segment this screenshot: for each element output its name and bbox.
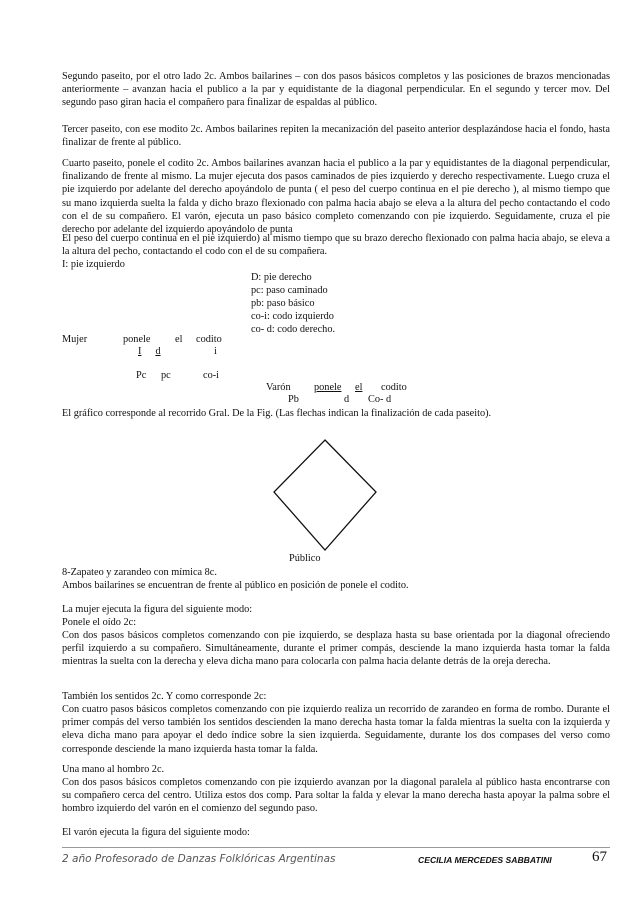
varon-pb: Pb	[288, 394, 299, 405]
legend-paso-caminado: pc: paso caminado	[251, 285, 328, 296]
sentidos-paragraph: Con cuatro pasos básicos completos comenzando con pie izquierdo realiza un recorrido de zarandeo en forma de rombo. Durante el primer compás del verso también los sentidos descienden la mano derecha hasta tomar la falda mientras la suelta con la izquierda y eleva dicha mano para apoyar el dedo índice sobre la sien izquierda. Seguidamente, durante los dos compases del verso como corresponde desciende la mano izquierda hasta tomar la falda.	[62, 704, 610, 755]
varon-cod: Co- d	[368, 394, 392, 405]
page-number: 67	[592, 849, 607, 865]
mujer-pc1: Pc	[136, 370, 147, 381]
varon-el: el	[355, 382, 363, 393]
footer-divider	[62, 847, 610, 848]
paragraph-tercer-paseito: Tercer paseito, con ese modito 2c. Ambos bailarines repiten la mecanización del paseito anterior desplazándose hacia el fondo, hasta finalizar de frente al público.	[62, 124, 610, 149]
mujer-el: el	[175, 334, 183, 345]
section-title-zapateo: 8-Zapateo y zarandeo con mímica 8c.	[62, 567, 217, 578]
varon-label: Varón	[266, 382, 291, 393]
mujer-foot-d: d	[155, 346, 161, 357]
mujer-codito: codito	[196, 334, 222, 345]
mujer-row-feet	[138, 345, 213, 358]
mujer-label: Mujer	[62, 334, 88, 345]
mujer-figure-heading: La mujer ejecuta la figura del siguiente modo:	[62, 604, 253, 615]
mujer-foot-end: i	[214, 346, 217, 357]
varon-d: d	[344, 394, 350, 405]
varon-codito: codito	[381, 382, 407, 393]
mujer-ponele: ponele	[123, 334, 151, 345]
paragraph-peso-cuerpo: El peso del cuerpo continua en el pie izquierdo) al mismo tiempo que su brazo derecho flexionado con palma hacia abajo, se eleva a la altura del pecho, contactando el codo con el de su compañera.	[62, 233, 610, 258]
diagram-publico-label: Público	[289, 553, 321, 564]
footer-author: CECILIA MERCEDES SABBATINI	[418, 855, 552, 865]
section-intro: Ambos bailarines se encuentran de frente al público en posición de ponele el codito.	[62, 580, 409, 591]
rhombus-diagram	[270, 438, 380, 554]
legend-codo-izquierdo: co-i: codo izquierdo	[251, 311, 334, 322]
varon-figure-heading: El varón ejecuta la figura del siguiente modo:	[62, 827, 250, 838]
hombro-title: Una mano al hombro 2c.	[62, 764, 165, 775]
legend-pie-derecho: D: pie derecho	[251, 272, 312, 283]
mujer-foot-i: I	[138, 346, 142, 357]
mujer-coi: co-i	[203, 370, 220, 381]
footer-course-title: 2 año Profesorado de Danzas Folklóricas Argentinas	[62, 853, 336, 865]
legend-codo-derecho: co- d: codo derecho.	[251, 324, 336, 335]
paragraph-segundo-paseito: Segundo paseito, por el otro lado 2c. Ambos bailarines – con dos pasos básicos completos y las posiciones de brazos mencionadas anteriormente – avanzan hacia el publico a la par y equidistante de la diagonal perpendicular. En el segundo y tercer mov. Del segundo paso giran hacia el compañero para finalizar de espaldas al público.	[62, 71, 610, 109]
mujer-pc2: pc	[161, 370, 171, 381]
figure-caption: El gráfico corresponde al recorrido Gral. De la Fig. (Las flechas indican la finalización de cada paseito).	[62, 408, 492, 419]
hombro-paragraph: Con dos pasos básicos completos comenzando con pie izquierdo avanzan por la diagonal paralela al público hasta encontrarse con su compañero cerca del centro. Utiliza estos dos comp. Para soltar la falda y elevar la mano derecha hasta apoyar la palma sobre el hombro izquierdo del varón en el comienzo del segundo paso.	[62, 777, 610, 815]
paragraph-cuarto-paseito: Cuarto paseito, ponele el codito 2c. Ambos bailarines avanzan hacia el publico a la par y equidistantes de la diagonal perpendicular, finalizando de frente al mismo. La mujer ejecuta dos pasos caminados de pies izquierdo y derecho respectivamente. Luego cruza el pie izquierdo por adelante del derecho apoyándolo de punta ( el peso del cuerpo continua en el pie derecho ), al mismo tiempo que su mano izquierda suelta la falda y dicho brazo flexionado con palma hacia abajo se eleva a la altura del pecho contactando el codo con el de su compañero. El varón, ejecuta un paso básico completo comenzando con pie izquierdo. Seguidamente, cruza el pie derecho por adelante del izquierdo apoyándolo de punta	[62, 158, 610, 236]
oido-paragraph: Con dos pasos básicos completos comenzando con pie izquierdo, se desplaza hasta su base orientada por la diagonal ofreciendo perfil izquierdo a su compañero. Simultáneamente, durante el primer compás, desciende la mano izquierda hasta tomar la falda mientras la suelta con la derecha y eleva dicha mano para colocarla con palma hacia delante detrás de la oreja derecha.	[62, 630, 610, 668]
legend-paso-basico: pb: paso básico	[251, 298, 315, 309]
varon-ponele: ponele	[314, 382, 342, 393]
legend-pie-izquierdo: I: pie izquierdo	[62, 259, 125, 270]
oido-title: Ponele el oído 2c:	[62, 617, 137, 628]
rhombus-shape	[274, 440, 376, 550]
sentidos-title: También los sentidos 2c. Y como corresponde 2c:	[62, 691, 267, 702]
